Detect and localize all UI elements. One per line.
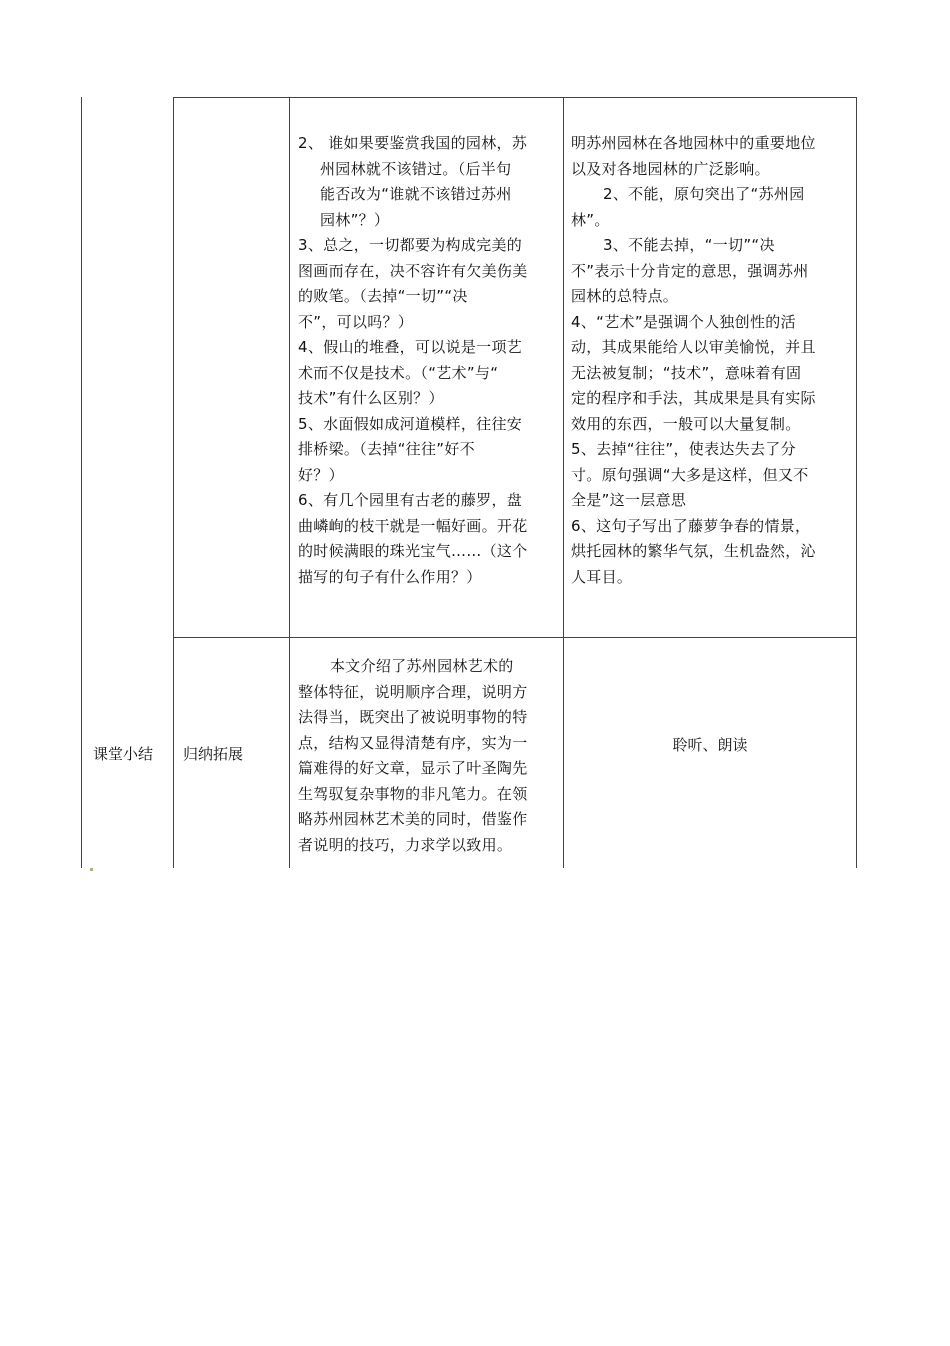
- text-line: 不”，可以吗？）: [298, 312, 414, 331]
- text-line: 园林”？）: [320, 210, 390, 229]
- text-line: 排桥梁。（去掉“往往”好不: [298, 440, 475, 458]
- questions-cell: [298, 131, 558, 590]
- text-line: 好？）: [298, 465, 344, 484]
- text-line: 不”表示十分肯定的意思，强调苏州: [571, 261, 809, 280]
- scan-speck: [90, 868, 93, 871]
- text-line: 曲嶙峋的枝干就是一幅好画。开花: [298, 516, 528, 535]
- text-line: 寸。原句强调“大多是这样，但又不: [571, 465, 809, 484]
- text-line: 6、这句子写出了藤萝争春的情景，: [571, 516, 811, 535]
- text-line: 效用的东西，一般可以大量复制。: [571, 414, 801, 433]
- text-line: 3、总之，一切都要为构成完美的: [298, 236, 523, 254]
- text-line: 图画而存在，决不容许有欠美伤美: [298, 261, 528, 280]
- text-line: 者说明的技巧，力求学以致用。: [298, 835, 513, 854]
- text-line: 以及对各地园林的广泛影响。: [571, 159, 770, 178]
- table-column-divider-2: [289, 97, 290, 868]
- table-row-divider: [173, 637, 857, 638]
- text-line: 烘托园林的繁华气氛，生机盎然，沁: [571, 542, 816, 560]
- step-label: 归纳拓展: [183, 745, 244, 763]
- text-line: 明苏州园林在各地园林中的重要地位: [571, 134, 816, 152]
- answers-cell: [571, 131, 853, 590]
- text-line: 能否改为“谁就不该错过苏州: [320, 185, 512, 203]
- text-line: 4、假山的堆叠，可以说是一项艺: [298, 338, 523, 356]
- activity-label: 聆听、朗读: [672, 736, 748, 754]
- table-column-divider-1: [173, 97, 174, 868]
- text-line: 5、去掉“往往”，使表达失去了分: [571, 440, 796, 458]
- text-line: 人耳目。: [571, 567, 633, 586]
- text-line: 篇难得的好文章，显示了叶圣陶先: [298, 759, 528, 777]
- text-line: 描写的句子有什么作用？）: [298, 567, 482, 586]
- text-line: 园林的总特点。: [571, 287, 679, 305]
- text-line: 的时候满眼的珠光宝气……（这个: [298, 542, 528, 560]
- text-line: 生驾驭复杂事物的非凡笔力。在领: [298, 784, 528, 803]
- text-line: 技术”有什么区别？）: [298, 389, 444, 407]
- table-top-border: [173, 97, 857, 98]
- text-line: 点，结构又显得清楚有序，实为一: [298, 733, 528, 752]
- table-right-border: [856, 97, 857, 868]
- text-line: 无法被复制；“技术”，意味着有固: [571, 363, 802, 382]
- text-line: 定的程序和手法，其成果是具有实际: [571, 389, 816, 407]
- text-line: 整体特征，说明顺序合理，说明方: [298, 682, 528, 701]
- text-line: 2、 谁如果要鉴赏我国的园林，苏: [298, 134, 528, 152]
- text-line: 动，其成果能给人以审美愉悦，并且: [571, 338, 816, 356]
- text-line: 2、不能，原句突出了“苏州园: [603, 185, 805, 203]
- text-line: 6、有几个园里有古老的藤罗，盘: [298, 491, 523, 509]
- text-line: 3、不能去掉，“一切”“决: [603, 236, 775, 254]
- table-left-border: [81, 97, 82, 868]
- text-line: 4、“艺术”是强调个人独创性的活: [571, 312, 796, 331]
- text-line: 略苏州园林艺术美的同时，借鉴作: [298, 810, 528, 828]
- text-line: 林”。: [571, 210, 610, 229]
- text-line: 5、水面假如成河道模样，往往安: [298, 414, 523, 433]
- section-label: 课堂小结: [93, 745, 154, 763]
- text-line: 全是”这一层意思: [571, 491, 687, 509]
- text-line: 法得当，既突出了被说明事物的特: [298, 708, 528, 726]
- text-line: 术而不仅是技术。（“艺术”与“: [298, 363, 499, 382]
- text-line: 的败笔。（去掉“一切”“决: [298, 287, 468, 305]
- text-line: 本文介绍了苏州园林艺术的: [330, 657, 514, 675]
- summary-cell: [298, 654, 560, 858]
- text-line: 州园林就不该错过。（后半句: [320, 159, 512, 178]
